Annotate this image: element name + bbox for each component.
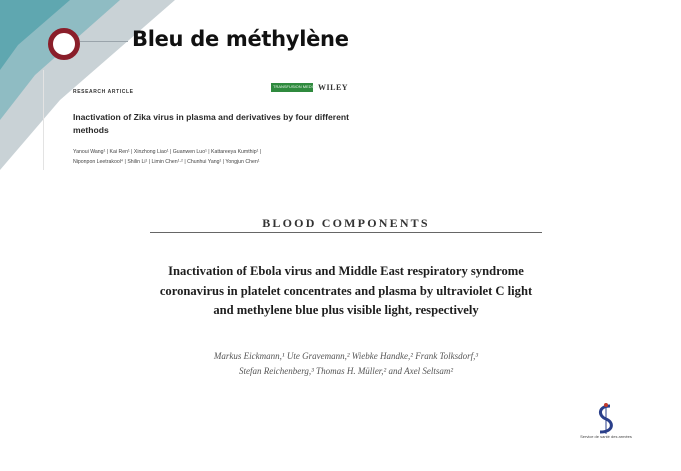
- ssa-logo-text: Service de santé des armées: [580, 434, 632, 439]
- slide-title: Bleu de méthylène: [132, 27, 349, 51]
- research-article-label: RESEARCH ARTICLE: [73, 89, 134, 95]
- article2-authors-line1: Markus Eickmann,¹ Ute Gravemann,² Wiebke Handke,² Frank Tolksdorf,³: [213, 351, 479, 361]
- section-rule: [150, 232, 542, 233]
- article1-snippet: [43, 70, 353, 170]
- article1-edge: [43, 70, 44, 170]
- article2-authors-line2: Stefan Reichenberg,³ Thomas H. Müller,² and Axel Seltsam²: [238, 366, 454, 376]
- article1-authors: [73, 147, 373, 167]
- section-header: BLOOD COMPONENTS: [262, 216, 430, 230]
- article2-title: Inactivation of Ebola virus and Middle East respiratory syndrome coronavirus in platelet concentrates and plasma by ultraviolet C light and methylene blue plus visible light, respectively: [159, 264, 533, 317]
- article1-authors-line2: Niponpon Leetrakool⁴ | Shilin Li¹ | Limin Chen¹·² | Chunhui Yang¹ | Yongjun Chen¹: [73, 159, 260, 165]
- publisher-logo: WILEY: [318, 83, 349, 92]
- title-bullet-circle: [48, 28, 80, 60]
- journal-logo-text: TRANSFUSION MEDICINE: [273, 84, 323, 89]
- ssa-logo-icon: [588, 402, 624, 452]
- article1-authors-line1: Yanoui Wang¹ | Kai Ren¹ | Xinzhong Liao¹ | Guanwen Luo¹ | Kattareeya Kumthip¹ |: [73, 149, 262, 155]
- article2-authors: [160, 349, 532, 379]
- article1-title: Inactivation of Zika virus in plasma and derivatives by four different methods: [73, 112, 350, 135]
- title-connector-line: [80, 41, 128, 42]
